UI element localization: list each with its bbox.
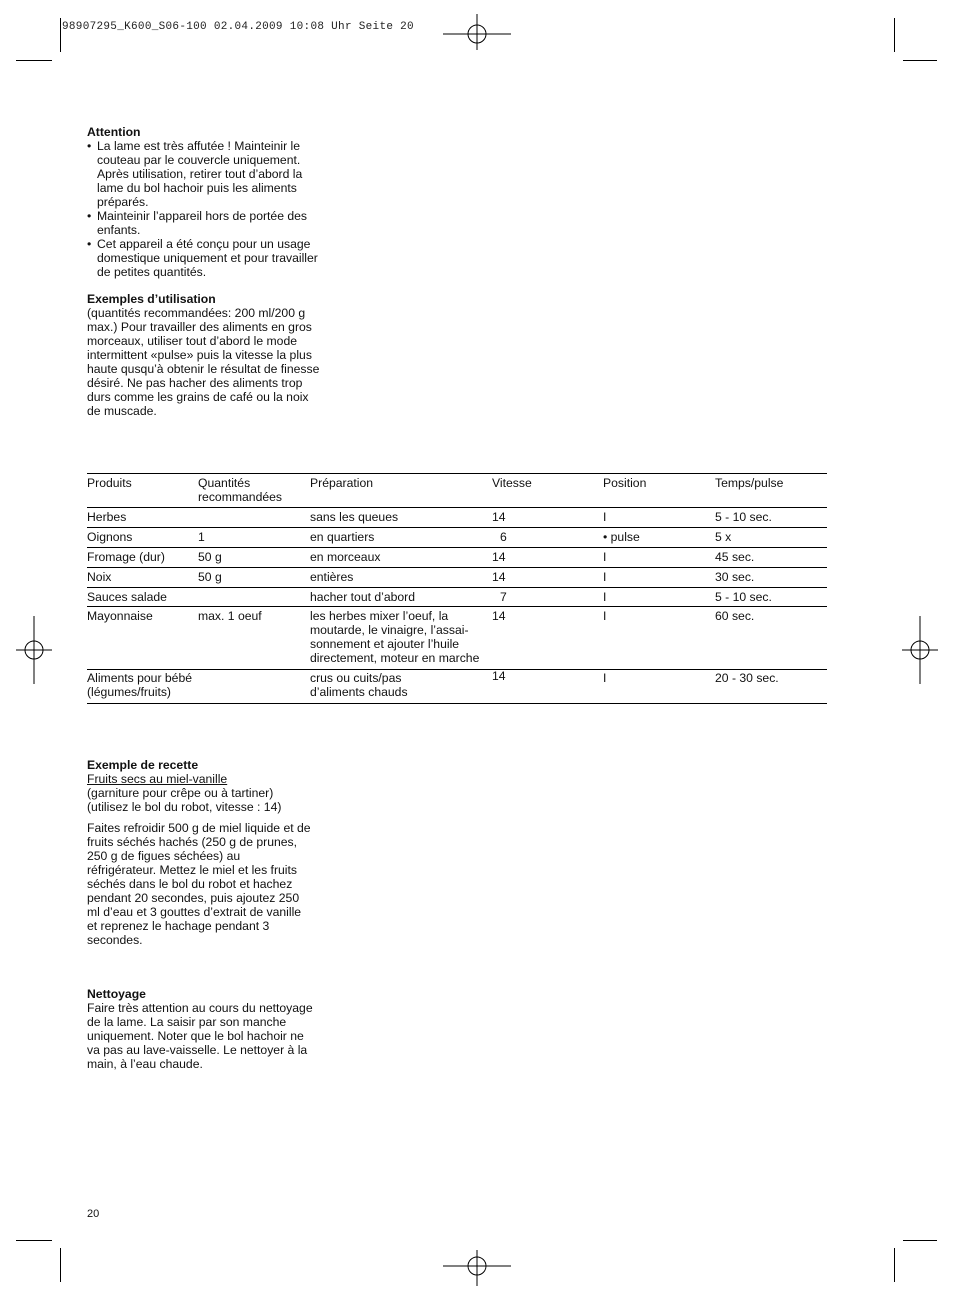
table-cell: • pulse xyxy=(603,530,640,544)
table-cell: 5 - 10 sec. xyxy=(715,590,772,604)
print-slug: 98907295_K600_S06-100 02.04.2009 10:08 Uhr Seite 20 xyxy=(62,21,414,33)
examples-section xyxy=(87,292,322,418)
column-header: Quantités recommandées xyxy=(198,476,282,504)
cleaning-heading: Nettoyage xyxy=(87,987,146,1001)
table-cell: 50 g xyxy=(198,550,222,564)
table-cell: 7 xyxy=(500,590,507,604)
column-header: Position xyxy=(603,476,647,490)
table-cell: 14 xyxy=(492,669,506,683)
table-cell: 6 xyxy=(500,530,507,544)
table-cell: hacher tout d’abord xyxy=(310,590,416,604)
cleaning-text: Faire très attention au cours du nettoyage de la lame. La saisir par son manche uniquement. Noter que le bol hachoir ne va pas au lave-vaisselle. Le nettoyer à la main, à l’eau chaude. xyxy=(87,1001,313,1071)
table-cell: en morceaux xyxy=(310,550,381,564)
table-cell: 1 xyxy=(198,530,205,544)
table-cell: 14 xyxy=(492,550,506,564)
table-cell: crus ou cuits/pas d’aliments chauds xyxy=(310,671,408,699)
table-cell: I xyxy=(603,550,607,564)
table-cell: les herbes mixer l’oeuf, la moutarde, le vinaigre, l’assai-sonnement et ajouter l’huile directement, moteur en marche xyxy=(310,609,480,665)
table-cell: Mayonnaise xyxy=(87,609,153,623)
examples-heading: Exemples d’utilisation xyxy=(87,292,216,306)
column-header: Préparation xyxy=(310,476,374,490)
table-cell: Aliments pour bébé (légumes/fruits) xyxy=(87,671,193,699)
table-cell: en quartiers xyxy=(310,530,375,544)
table-cell: 50 g xyxy=(198,570,222,584)
examples-text: (quantités recommandées: 200 ml/200 g max.) Pour travailler des aliments en gros morceaux, utiliser tout d’abord le mode intermittent «pulse» puis la vitesse la plus haute qusqu’à obtenir le résultat de finesse désiré. Ne pas hacher des aliments trop durs comme les grains de café ou la noix de muscade. xyxy=(87,306,320,418)
table-cell: entières xyxy=(310,570,354,584)
table-cell: 45 sec. xyxy=(715,550,755,564)
column-header: Vitesse xyxy=(492,476,532,490)
cleaning-section xyxy=(87,987,315,1071)
table-cell: 14 xyxy=(492,510,506,524)
table-cell: I xyxy=(603,570,607,584)
table-cell: 5 - 10 sec. xyxy=(715,510,772,524)
table-cell: sans les queues xyxy=(310,510,399,524)
table-cell: Fromage (dur) xyxy=(87,550,165,564)
table-cell: 20 - 30 sec. xyxy=(715,671,779,685)
table-cell: 60 sec. xyxy=(715,609,755,623)
recipe-text: Faites refroidir 500 g de miel liquide et de fruits séchés hachés (250 g de prunes, 250 g de figues séchées) au réfrigérateur. Mettez le miel et les fruits séchés dans le bol du robot et hachez pendant 20 secondes, puis ajoutez 250 ml d’eau et 3 gouttes d’extrait de vanille et reprenez le hachage pendant 3 secondes. xyxy=(87,821,311,947)
table-cell: 14 xyxy=(492,570,506,584)
recipe-title: Fruits secs au miel-vanille xyxy=(87,772,228,786)
table-cell: I xyxy=(603,609,607,623)
table-cell: Herbes xyxy=(87,510,127,524)
recipe-subtitle: (garniture pour crêpe ou à tartiner) (utilisez le bol du robot, vitesse : 14) xyxy=(87,786,282,814)
page-number: 20 xyxy=(87,1208,100,1220)
table-cell: Sauces salade xyxy=(87,590,167,604)
table-cell: I xyxy=(603,510,607,524)
table-cell: 30 sec. xyxy=(715,570,755,584)
column-header: Temps/pulse xyxy=(715,476,784,490)
table-cell: max. 1 oeuf xyxy=(198,609,262,623)
table-cell: 5 x xyxy=(715,530,732,544)
attention-bullet: • Mainteinir l’appareil hors de portée des enfants. xyxy=(87,209,327,237)
table-cell: 14 xyxy=(492,609,506,623)
table-cell: I xyxy=(603,671,607,685)
column-header: Produits xyxy=(87,476,132,490)
table-cell: Oignons xyxy=(87,530,133,544)
attention-heading: Attention xyxy=(87,125,141,139)
table-cell: Noix xyxy=(87,570,112,584)
attention-bullet: • Cet appareil a été conçu pour un usage domestique uniquement et pour travailler de petites quantités. xyxy=(87,237,327,279)
table-cell: I xyxy=(603,590,607,604)
attention-section xyxy=(87,125,327,279)
recipe-heading: Exemple de recette xyxy=(87,758,199,772)
usage-table xyxy=(87,473,827,705)
attention-bullet: • La lame est très affutée ! Mainteinir le couteau par le couvercle uniquement. Après utilisation, retirer tout d’abord la lame du bol hachoir puis les aliments préparés. xyxy=(87,139,327,209)
recipe-section xyxy=(87,758,315,947)
